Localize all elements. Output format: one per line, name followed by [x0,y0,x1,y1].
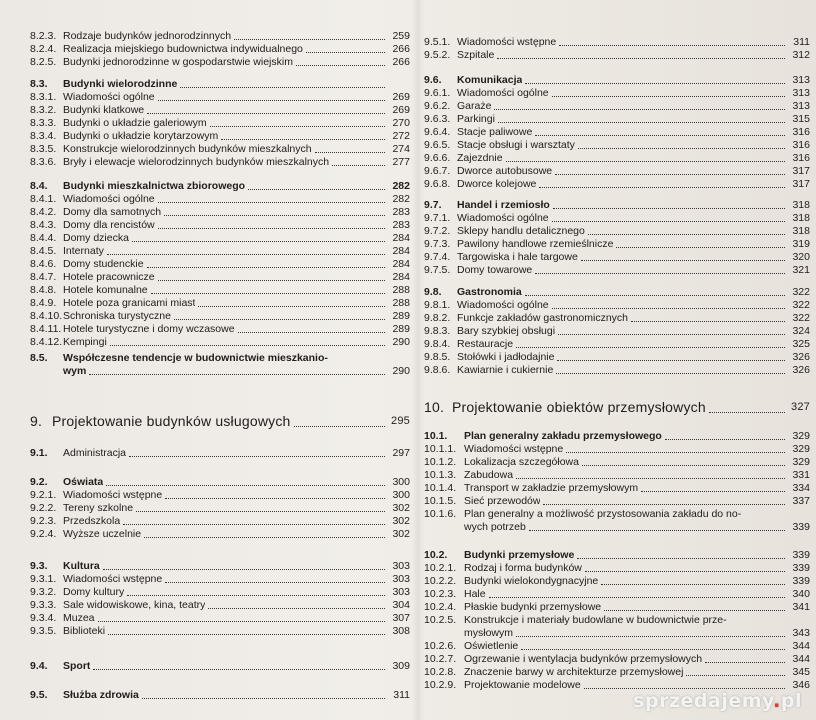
toc-entry: 9.6.1. Wiadomości ogólne 313 [424,87,810,99]
toc-entry: 10.1.4. Transport w zakładzie przemysłowym 334 [424,482,810,494]
toc-entry: 9.6.8. Dworce kolejowe 317 [424,178,810,190]
toc-entry: 8.3.4. Budynki o układzie korytarzowym 272 [30,130,410,142]
book-gutter [412,0,424,720]
toc-entry: 9.3.4. Muzea 307 [30,612,410,624]
toc-entry: 10.2.4. Płaskie budynki przemysłowe 341 [424,601,810,613]
toc-entry: 8.3.3. Budynki o układzie galeriowym 270 [30,117,410,129]
toc-entry: 9.2.4. Wyższe uczelnie 302 [30,528,410,540]
section-heading: 9.8. Gastronomia 322 [424,286,810,298]
toc-entry: 9.3.3. Sale widowiskowe, kina, teatry 304 [30,599,410,611]
toc-entry: 10.2.5. Konstrukcje i materiały budowlane w budownictwie prze- [424,614,727,626]
toc-entry-continuation: wych potrzeb 339 [464,521,810,533]
toc-entry: 8.4.10. Schroniska turystyczne 289 [30,310,410,322]
section-heading: 8.3. Budynki wielorodzinne [30,78,410,91]
toc-entry: 9.6.4. Stacje paliwowe 316 [424,126,810,138]
section-heading: 9.6. Komunikacja 313 [424,74,810,86]
toc-entry: 9.7.1. Wiadomości ogólne 318 [424,212,810,224]
toc-entry: 9.3.1. Wiadomości wstępne 303 [30,573,410,585]
toc-entry: 9.8.4. Restauracje 325 [424,338,810,350]
toc-entry: 8.4.2. Domy dla samotnych 283 [30,206,410,218]
section-heading: 9.5. Służba zdrowia 311 [30,689,410,701]
toc-entry: 8.3.2. Budynki klatkowe 269 [30,104,410,116]
toc-entry: 9.7.5. Domy towarowe 321 [424,264,810,276]
toc-entry: 9.2.3. Przedszkola 302 [30,515,410,527]
toc-entry: 9.5.1. Wiadomości wstępne 311 [424,36,810,48]
toc-entry: 8.4.11. Hotele turystyczne i domy wczasowe 289 [30,323,410,335]
toc-entry: 8.4.1. Wiadomości ogólne 282 [30,193,410,205]
toc-entry: 8.4.3. Domy dla rencistów 283 [30,219,410,231]
toc-entry: 10.2.3. Hale 340 [424,588,810,600]
toc-entry-continuation: mysłowym 343 [464,627,810,639]
toc-entry: 10.1.3. Zabudowa 331 [424,469,810,481]
toc-entry: 8.2.3. Rodzaje budynków jednorodzinnych 259 [30,30,410,42]
toc-entry: 9.7.4. Targowiska i hale targowe 320 [424,251,810,263]
section-heading: 9.7. Handel i rzemiosło 318 [424,199,810,211]
watermark-logo: sprzedajemy.pl [633,690,802,712]
toc-entry: 8.2.5. Budynki jednorodzinne w gospodarstwie wiejskim 266 [30,56,410,68]
toc-entry: 8.2.4. Realizacja miejskiego budownictwa indywidualnego 266 [30,43,410,55]
toc-entry: 9.6.2. Garaże 313 [424,100,810,112]
section-heading: 10.2. Budynki przemysłowe 339 [424,549,810,561]
toc-entry: 8.3.5. Konstrukcje wielorodzinnych budynków mieszkalnych 274 [30,143,410,155]
toc-entry: 10.2.6. Oświetlenie 344 [424,640,810,652]
chapter-heading: 10. Projektowanie obiektów przemysłowych 327 [424,399,810,415]
toc-entry: 10.1.1. Wiadomości wstępne 329 [424,443,810,455]
toc-entry: 9.8.5. Stołówki i jadłodajnie 326 [424,351,810,363]
toc-entry: 9.6.5. Stacje obsługi i warsztaty 316 [424,139,810,151]
toc-entry: 9.8.3. Bary szybkiej obsługi 324 [424,325,810,337]
toc-entry: 8.4.9. Hotele poza granicami miast 288 [30,297,410,309]
toc-entry: 10.2.2. Budynki wielokondygnacyjne 339 [424,575,810,587]
toc-entry: 9.7.2. Sklepy handlu detalicznego 318 [424,225,810,237]
toc-entry: 10.2.1. Rodzaj i forma budynków 339 [424,562,810,574]
section-heading: 9.1. Administracja 297 [30,447,410,459]
toc-entry: 8.4.8. Hotele komunalne 288 [30,284,410,296]
toc-entry: 8.3.1. Wiadomości ogólne 269 [30,91,410,103]
section-heading: 8.5. Współczesne tendencje w budownictwie mieszkanio- [30,352,328,364]
section-heading: 10.1. Plan generalny zakładu przemysłowego 329 [424,430,810,442]
toc-entry: 8.3.6. Bryły i elewacje wielorodzinnych budynków mieszkalnych 277 [30,156,410,168]
section-heading: 8.4. Budynki mieszkalnictwa zbiorowego 282 [30,180,410,192]
toc-entry: 8.4.12. Kempingi 290 [30,336,410,348]
toc-entry: 10.1.2. Lokalizacja szczegółowa 329 [424,456,810,468]
toc-entry: 9.8.1. Wiadomości ogólne 322 [424,299,810,311]
toc-entry: 9.2.1. Wiadomości wstępne 300 [30,489,410,501]
toc-entry: 9.5.2. Szpitale 312 [424,49,810,61]
toc-entry: 9.6.3. Parkingi 315 [424,113,810,125]
toc-entry: 9.3.2. Domy kultury 303 [30,586,410,598]
toc-entry: 10.1.6. Plan generalny a możliwość przystosowania zakładu do no- [424,508,742,520]
toc-entry: 9.2.2. Tereny szkolne 302 [30,502,410,514]
toc-entry: 8.4.5. Internaty 284 [30,245,410,257]
chapter-heading: 9. Projektowanie budynków usługowych 295 [30,413,410,429]
section-heading: 9.2. Oświata 300 [30,476,410,488]
toc-entry: 9.6.6. Zajezdnie 316 [424,152,810,164]
toc-entry: 10.2.8. Znaczenie barwy w architekturze przemysłowej 345 [424,666,810,678]
toc-entry: 8.4.7. Hotele pracownicze 284 [30,271,410,283]
toc-entry: 8.4.6. Domy studenckie 284 [30,258,410,270]
toc-entry: 10.1.5. Sieć przewodów 337 [424,495,810,507]
toc-entry: 9.3.5. Biblioteki 308 [30,625,410,637]
section-heading-continuation: wym 290 [63,365,410,377]
section-heading: 9.4. Sport 309 [30,660,410,672]
toc-entry: 9.6.7. Dworce autobusowe 317 [424,165,810,177]
toc-entry: 9.8.2. Funkcje zakładów gastronomicznych 322 [424,312,810,324]
toc-entry: 10.2.9. Projektowanie modelowe 346 [424,679,810,691]
toc-entry: 10.2.7. Ogrzewanie i wentylacja budynków przemysłowych 344 [424,653,810,665]
toc-entry: 9.8.6. Kawiarnie i cukiernie 326 [424,364,810,376]
toc-entry: 8.4.4. Domy dziecka 284 [30,232,410,244]
section-heading: 9.3. Kultura 303 [30,560,410,572]
toc-entry: 9.7.3. Pawilony handlowe rzemieślnicze 319 [424,238,810,250]
